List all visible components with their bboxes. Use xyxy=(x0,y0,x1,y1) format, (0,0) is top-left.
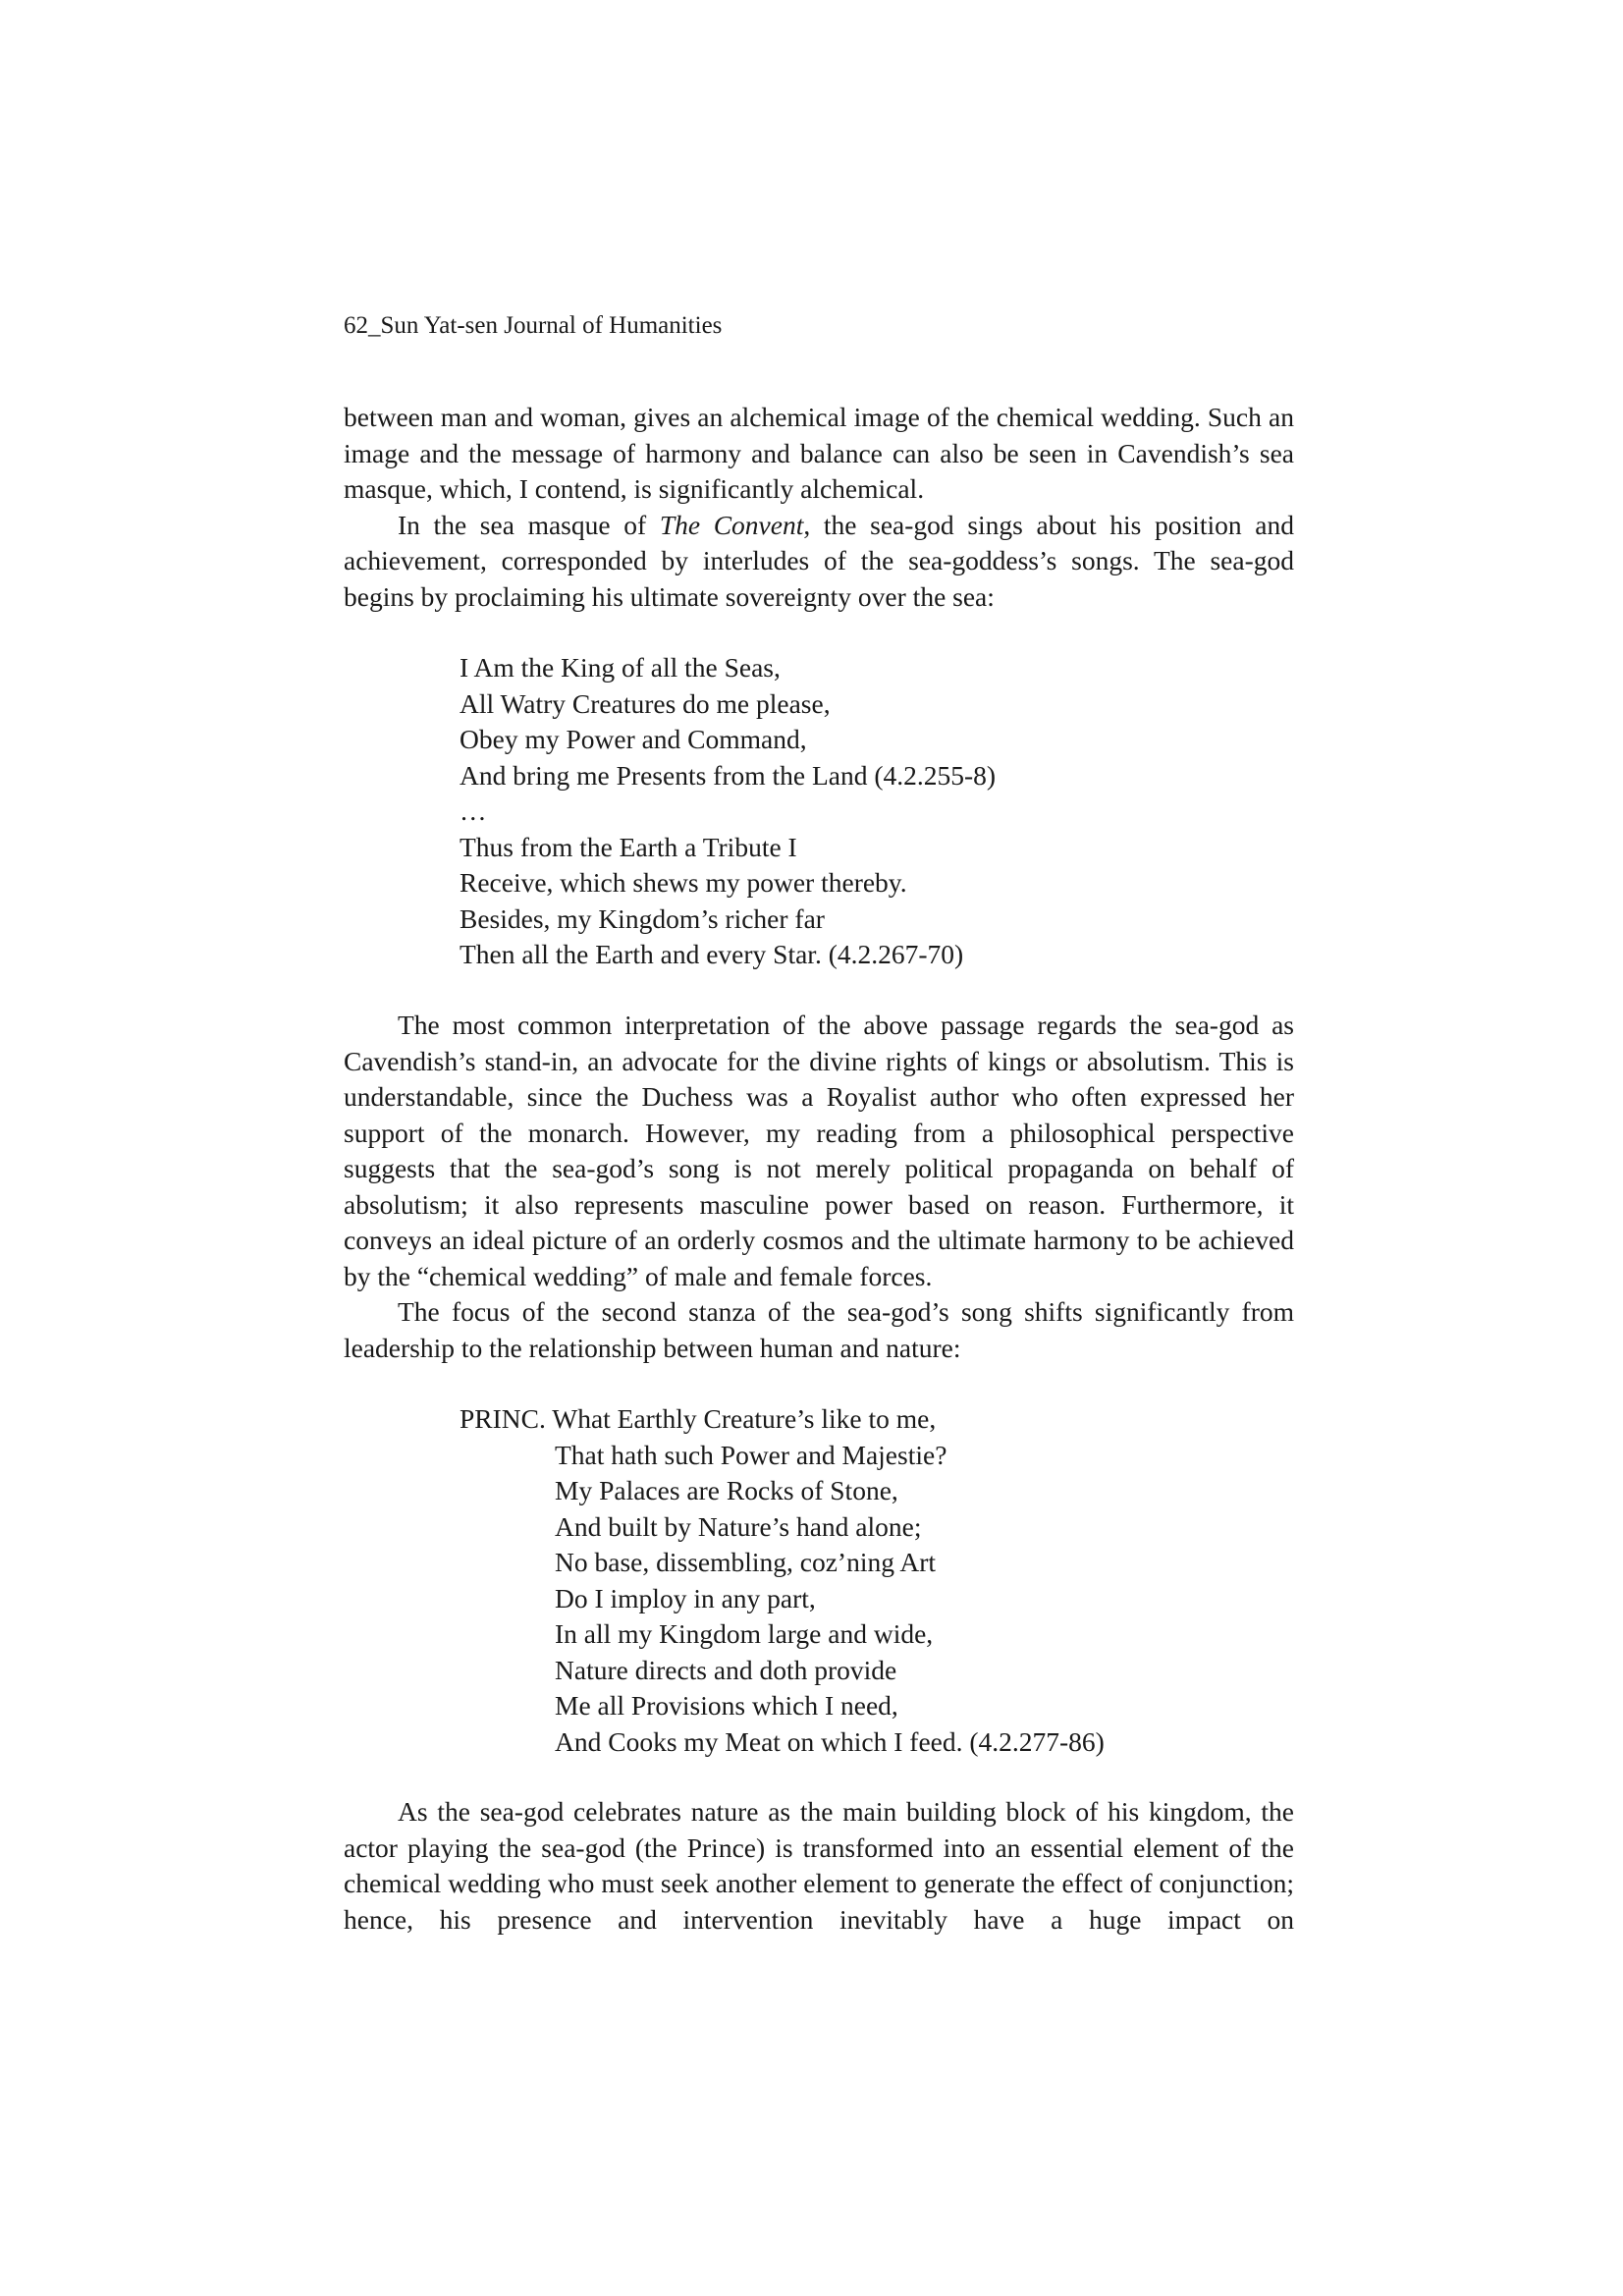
section-2 xyxy=(344,1008,1294,1366)
verse-line: That hath such Power and Majestie? xyxy=(555,1439,947,1470)
verse-line: And built by Nature’s hand alone; xyxy=(555,1510,922,1542)
verse-line: Thus from the Earth a Tribute I xyxy=(460,831,797,862)
work-title: The Convent xyxy=(659,509,804,540)
verse-line: In all my Kingdom large and wide, xyxy=(555,1618,934,1649)
text-run: In the sea masque of xyxy=(398,509,660,540)
verse-line: Then all the Earth and every Star. (4.2.267-70) xyxy=(460,939,964,969)
verse-line: Me all Provisions which I need, xyxy=(555,1690,898,1721)
text-run: , the sea-god sings about his position and achievement, corresponded by interludes of the sea-goddess’s songs. The sea-god begins by proclaiming his ultimate sovereignty over the sea: xyxy=(344,509,1295,612)
verse-line: No base, dissembling, coz’ning Art xyxy=(555,1547,936,1577)
section-3 xyxy=(344,1794,1294,1938)
paragraph: The focus of the second stanza of the sea-god’s song shifts significantly from leadership to the relationship between human and nature: xyxy=(344,1296,1294,1363)
verse-ellipsis: … xyxy=(460,795,487,826)
verse-line: And Cooks my Meat on which I feed. (4.2.277-86) xyxy=(555,1725,1105,1757)
verse-line: My Palaces are Rocks of Stone, xyxy=(555,1475,898,1505)
verse-line: I Am the King of all the Seas, xyxy=(460,652,781,683)
paragraph: between man and woman, gives an alchemical image of the chemical wedding. Such an image and the message of harmony and balance can also be seen in Cavendish’s sea masque, which, I contend, is significantly alchemical. xyxy=(344,402,1294,504)
verse-quotation-1 xyxy=(460,650,996,973)
verse-line: Nature directs and doth provide xyxy=(555,1654,897,1685)
verse-line-speaker: PRINC. What Earthly Creature’s like to me, xyxy=(460,1403,937,1434)
running-head: 62_Sun Yat-sen Journal of Humanities xyxy=(344,312,723,339)
verse-line: And bring me Presents from the Land (4.2.255-8) xyxy=(460,759,997,791)
verse-line: Receive, which shews my power thereby. xyxy=(460,867,907,898)
verse-quotation-2 xyxy=(460,1401,1105,1760)
paragraph xyxy=(344,508,1294,616)
verse-line: Besides, my Kingdom’s richer far xyxy=(460,902,825,934)
paragraph: As the sea-god celebrates nature as the main building block of his kingdom, the actor playing the sea-god (the Prince) is transformed into an essential element of the chemical wedding who must seek another element to generate the effect of conjunction; hence, his presence and intervention inevitably have a huge impact on xyxy=(344,1796,1294,1935)
verse-line: Obey my Power and Command, xyxy=(460,724,807,754)
verse-line: Do I imploy in any part, xyxy=(555,1582,816,1613)
document-page xyxy=(344,0,1294,2296)
verse-line: All Watry Creatures do me please, xyxy=(460,687,831,719)
section-1 xyxy=(344,400,1294,615)
paragraph: The most common interpretation of the above passage regards the sea-god as Cavendish’s stand-in, an advocate for the divine rights of kings or absolutism. This is understandable, since the Duchess was a Royalist author who often expressed her support of the monarch. However, my reading from a philosophical perspective suggests that the sea-god’s song is not merely political propaganda on behalf of absolutism; it also represents masculine power based on reason. Furthermore, it conveys an ideal picture of an orderly cosmos and the ultimate harmony to be achieved by the “chemical wedding” of male and female forces. xyxy=(344,1010,1294,1291)
